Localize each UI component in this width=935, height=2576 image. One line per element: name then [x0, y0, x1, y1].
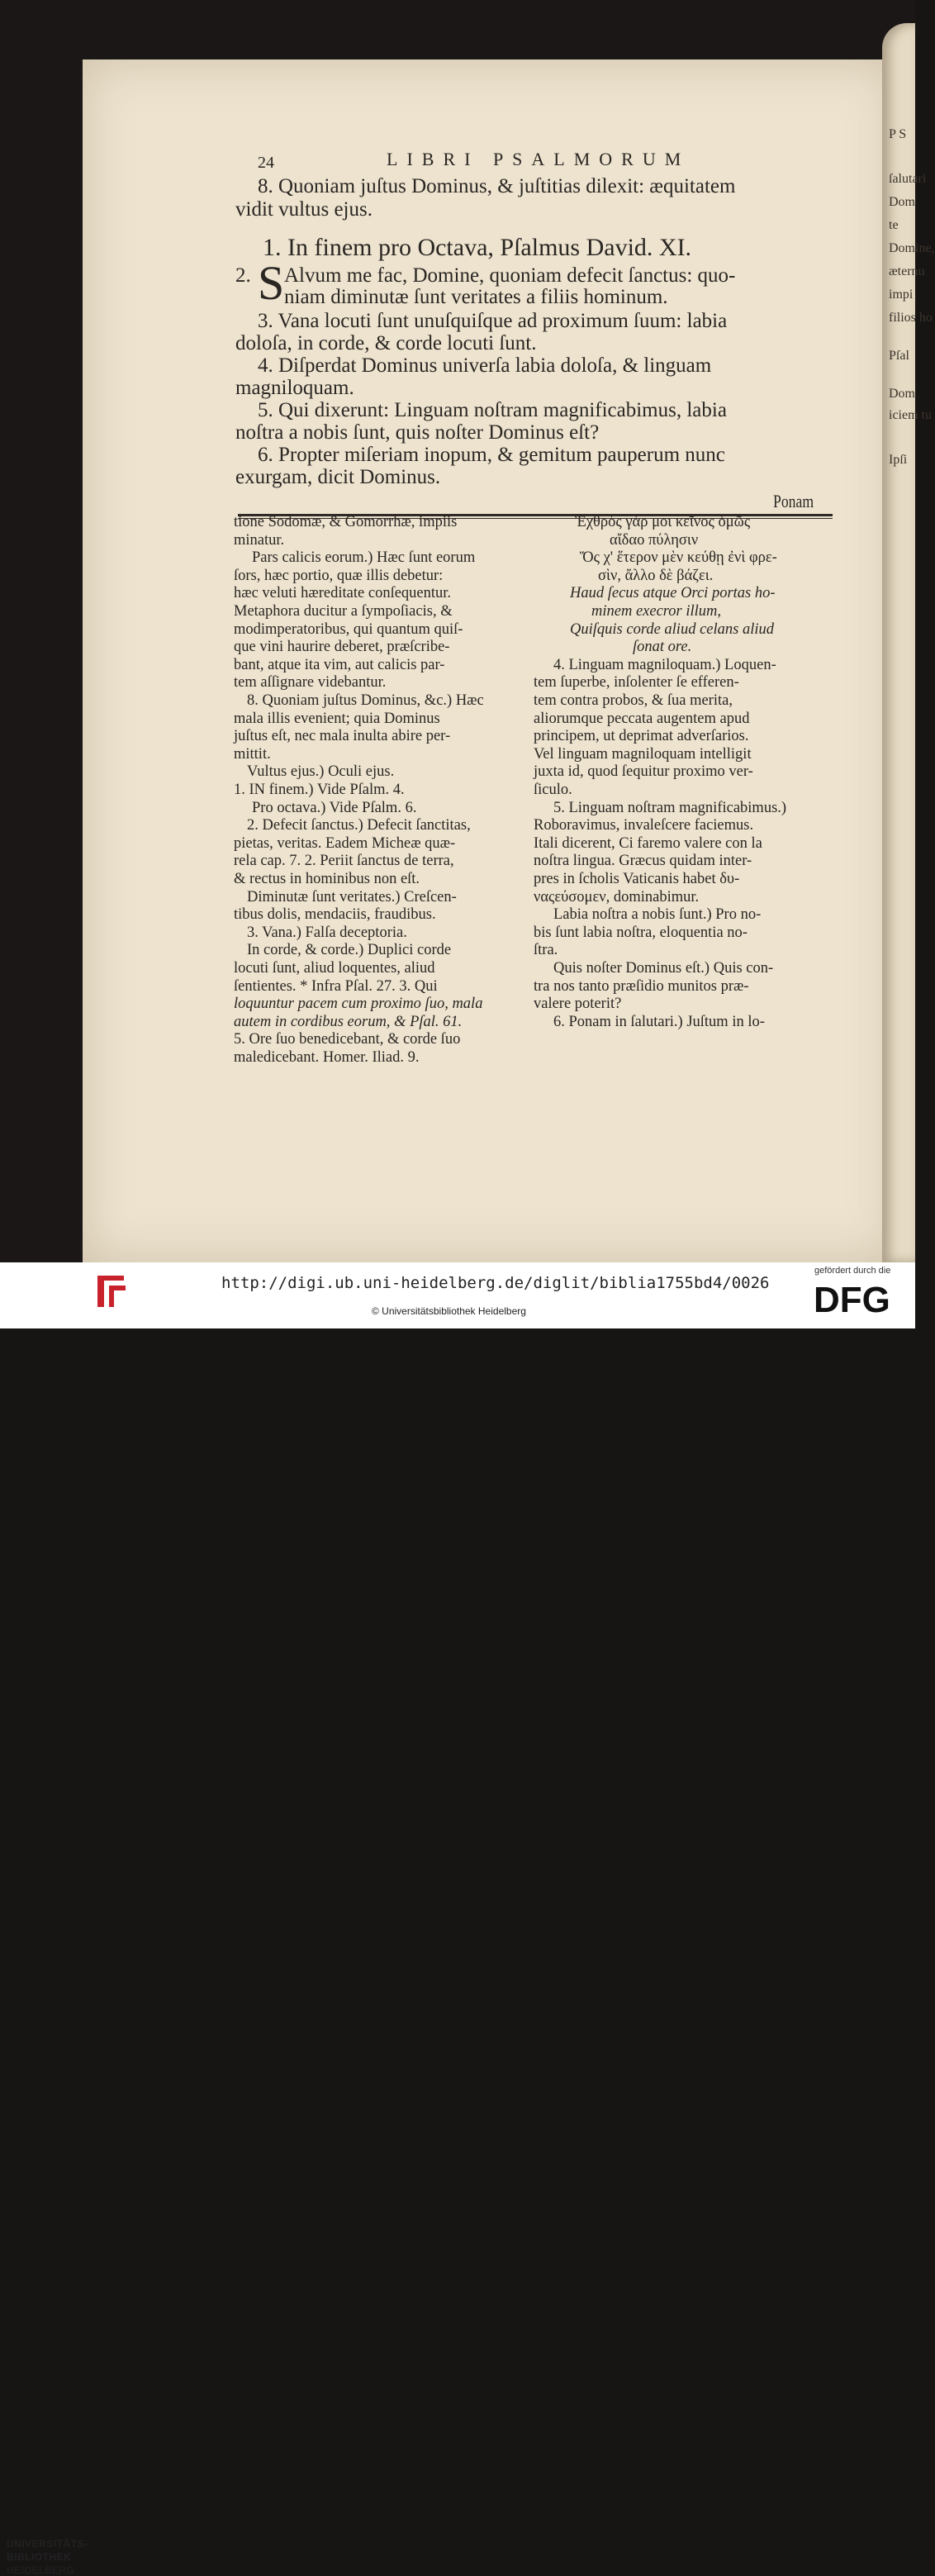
verse-line: doloſa, in corde, & corde locuti ſunt. — [235, 332, 537, 354]
commentary-line: tione Sodomæ, & Gomorrhæ, impiis — [234, 514, 458, 530]
commentary-line: tem aſſignare videbantur. — [234, 674, 387, 692]
commentary-line: ſonat ore. — [633, 639, 692, 656]
verse-line: vidit vultus ejus. — [235, 198, 373, 221]
dfg-logo-text: DFG — [814, 1280, 890, 1320]
verse-line: 4. Diſperdat Dominus univerſa labia doloſa, & linguam — [258, 354, 712, 377]
library-logo-icon — [93, 1272, 129, 1310]
catchword: Ponam — [773, 491, 814, 511]
commentary-line: pres in ſcholis Vaticanis habet δυ- — [534, 871, 740, 887]
commentary-line: minatur. — [234, 531, 285, 549]
commentary-line: minem execror illum, — [591, 603, 722, 620]
commentary-line: Pro octava.) Vide Pſalm. 6. — [252, 799, 417, 816]
commentary-line: Itali dicerent, Ci faremo valere con la — [534, 834, 762, 852]
commentary-line: 4. Linguam magniloquam.) Loquen- — [553, 656, 776, 673]
commentary-line: 5. Ore ſuo benedicebant, & corde ſuo — [234, 1031, 461, 1048]
commentary-line: ſiculo. — [534, 782, 572, 798]
commentary-line: modimperatoribus, qui quantum quiſ- — [234, 620, 463, 638]
commentary-line: hæc veluti hæreditate conſequentur. — [234, 585, 452, 602]
commentary-line: ſentientes. * Infra Pſal. 27. 3. Qui — [234, 977, 438, 995]
commentary-line: ναςεύσομεν, dominabimur. — [534, 888, 700, 905]
running-head: LIBRI PSALMORUM — [387, 149, 691, 169]
library-name-line: BIBLIOTHEK — [7, 2551, 72, 2563]
verse-line: exurgam, dicit Dominus. — [235, 466, 441, 488]
commentary-line: tem contra probos, & ſua merita, — [534, 692, 733, 709]
verse-line: 8. Quoniam juſtus Dominus, & juſtitias dilexit: æquitatem — [258, 175, 736, 197]
verse-line: 5. Qui dixerunt: Linguam noſtram magnificabimus, labia — [258, 399, 727, 421]
facing-page-fragment: P S — [889, 127, 907, 141]
verse-line: magniloquam. — [235, 377, 354, 399]
commentary-line: ſtra. — [534, 942, 558, 959]
facing-page-fragment: iciem tu — [889, 408, 932, 422]
commentary-line: Ἐχθρὸς γάρ μοι κεῖνος ὁμῶς — [575, 514, 751, 530]
commentary-line: 8. Quoniam juſtus Dominus, &c.) Hæc — [247, 692, 484, 709]
commentary-line: loquuntur pacem cum proximo ſuo, mala — [234, 996, 483, 1013]
copyright-notice: © Universitätsbibliothek Heidelberg — [372, 1305, 526, 1317]
commentary-line: valere poterit? — [534, 996, 622, 1013]
commentary-line: mittit. — [234, 745, 271, 763]
commentary-line: 1. IN finem.) Vide Pſalm. 4. — [234, 782, 405, 798]
library-name-line: HEIDELBERG — [7, 2564, 75, 2576]
commentary-line: Roboravimus, invaleſcere faciemus. — [534, 817, 754, 834]
commentary-line: & rectus in hominibus non eſt. — [234, 871, 420, 887]
commentary-line: tem ſuperbe, inſolenter ſe efferen- — [534, 674, 739, 692]
psalm-heading: 1. In finem pro Octava, Pſalmus David. XI. — [263, 234, 692, 261]
commentary-line: In corde, & corde.) Duplici corde — [247, 942, 452, 959]
commentary-line: Diminutæ ſunt veritates.) Creſcen- — [247, 888, 457, 905]
facing-page-fragment: impi — [889, 288, 914, 302]
commentary-line: pietas, veritas. Eadem Micheæ quæ- — [234, 834, 456, 852]
commentary-line: juxta id, quod ſequitur proximo ver- — [534, 763, 753, 781]
facing-page-fragment: Ipſi — [889, 453, 908, 467]
verse-line: 3. Vana locuti ſunt unuſquiſque ad proximum ſuum: labia — [258, 310, 728, 332]
commentary-line: maledicebant. Homer. Iliad. 9. — [234, 1049, 420, 1066]
commentary-line: ſors, hæc portio, quæ illis debetur: — [234, 567, 444, 584]
facing-page-fragment: filios ho — [889, 311, 933, 325]
commentary-line: bant, atque ita vim, aut calicis par- — [234, 656, 445, 673]
facing-page-fragment: te — [889, 218, 899, 232]
commentary-line: Quiſquis corde aliud celans aliud — [570, 620, 774, 638]
document-url-link[interactable]: http://digi.ub.uni-heidelberg.de/diglit/biblia1755bd4/0026 — [221, 1274, 770, 1292]
commentary-line: αἴδαο πύλησιν — [610, 531, 699, 549]
commentary-line: bis ſunt labia noſtra, eloquentia no- — [534, 924, 748, 941]
facing-page-fragment: Pſal — [889, 349, 909, 363]
page-number: 24 — [258, 154, 274, 172]
commentary-line: autem in cordibus eorum, & Pſal. 61. — [234, 1013, 463, 1030]
commentary-line: tra nos tanto præſidio munitos præ- — [534, 977, 749, 995]
commentary-line: noſtra lingua. Græcus quidam inter- — [534, 853, 752, 870]
commentary-line: juſtus eſt, nec mala inulta abire per- — [234, 728, 451, 745]
dfg-logo-icon — [814, 1279, 899, 1320]
verse-line: 6. Propter miſeriam inopum, & gemitum pauperum nunc — [258, 444, 725, 466]
facing-page-fragment: ſalutari — [889, 172, 927, 186]
commentary-line: Quis noſter Dominus eſt.) Quis con- — [553, 960, 774, 977]
commentary-line: rela cap. 7. 2. Periit ſanctus de terra, — [234, 853, 454, 870]
commentary-line: principem, ut deprimat adverſarios. — [534, 728, 749, 745]
facing-page-fragment: Domine, — [889, 241, 935, 255]
facing-page-fragment: Dom — [889, 195, 915, 209]
commentary-line: 5. Linguam noſtram magnificabimus.) — [553, 799, 787, 816]
drop-cap: S — [258, 256, 285, 310]
commentary-line: Vel linguam magniloquam intelligit — [534, 745, 752, 763]
commentary-line: Haud ſecus atque Orci portas ho- — [570, 585, 776, 602]
commentary-line: Vultus ejus.) Oculi ejus. — [247, 763, 395, 781]
verse-line: noſtra a nobis ſunt, quis noſter Dominus eſt? — [235, 421, 600, 444]
commentary-line: Metaphora ducitur a ſympoſiacis, & — [234, 603, 453, 620]
facing-page-fragment: Dom — [889, 387, 915, 401]
commentary-line: σὶν, ἄλλο δὲ βάζει. — [598, 567, 714, 584]
viewer-footer — [0, 1262, 915, 2576]
facing-page-edge — [882, 23, 935, 1262]
commentary-line: aliorumque peccata augentem apud — [534, 710, 750, 727]
commentary-line: que vini haurire deberet, præſcribe- — [234, 639, 450, 656]
commentary-line: mala illis evenient; quia Dominus — [234, 710, 440, 727]
commentary-line: locuti ſunt, aliud loquentes, aliud — [234, 960, 435, 977]
verse-line: niam diminutæ ſunt veritates a filiis hominum. — [284, 286, 668, 308]
commentary-line: Pars calicis eorum.) Hæc ſunt eorum — [252, 549, 476, 567]
commentary-line: 6. Ponam in ſalutari.) Juſtum in lo- — [553, 1013, 765, 1030]
verse-line: Alvum me fac, Domine, quoniam defecit ſanctus: quo- — [284, 264, 736, 287]
commentary-line: Ὅς χ' ἕτερον μὲν κεύθῃ ἐνὶ φρε- — [580, 549, 777, 567]
facing-page-fragment: æternu — [889, 264, 925, 278]
funding-note: gefördert durch die — [814, 1266, 891, 1276]
verse-number: 2. — [235, 264, 251, 287]
commentary-line: 2. Defecit ſanctus.) Defecit ſanctitas, — [247, 817, 471, 834]
commentary-line: Labia noſtra a nobis ſunt.) Pro no- — [553, 906, 762, 924]
library-name-line: UNIVERSITÄTS- — [7, 2538, 88, 2550]
commentary-line: tibus dolis, mendaciis, fraudibus. — [234, 906, 436, 924]
commentary-line: 3. Vana.) Falſa deceptoria. — [247, 924, 407, 941]
